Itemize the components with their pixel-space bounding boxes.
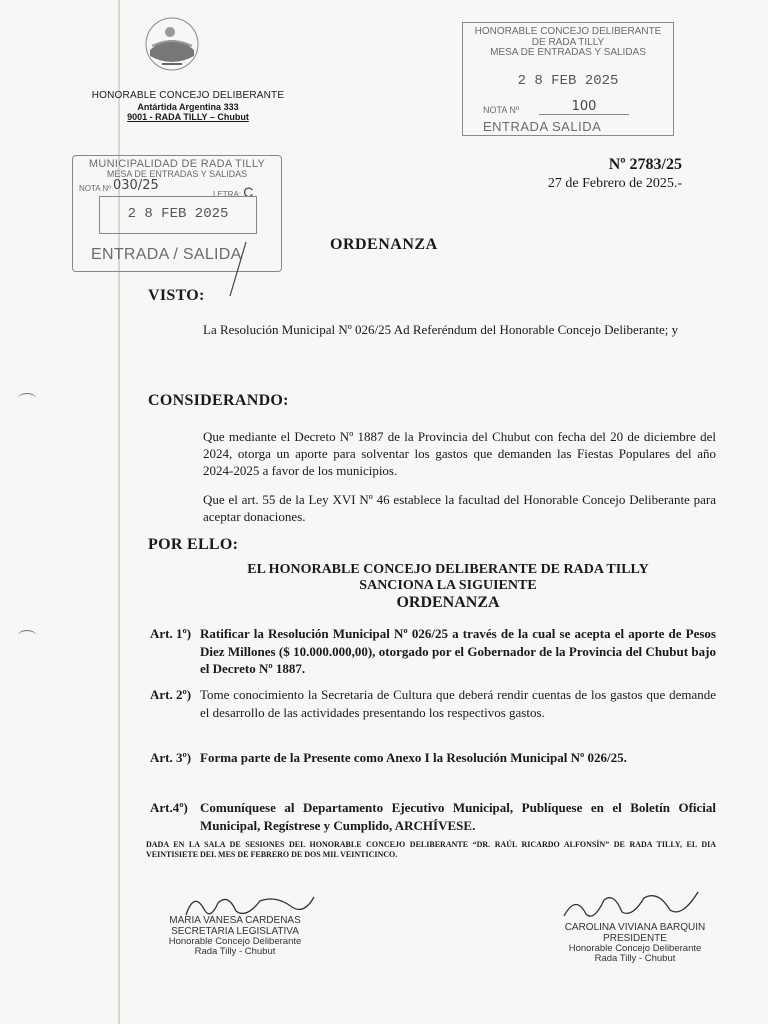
signatory-role: PRESIDENTE [603,932,667,944]
pen-stroke [226,240,250,300]
stamp-date: 2 8 FEB 2025 [127,206,229,222]
article-label: Art.4º) [150,800,188,815]
considerando-paragraph-2: Que el art. 55 de la Ley XVI Nº 46 establece la facultad del Honorable Concejo Deliberante para aceptar donaciones. [203,492,716,524]
document-title: ORDENANZA [330,236,438,253]
ordinance-number: Nº 2783/25 [608,156,682,173]
article-text: Ratificar la Resolución Municipal Nº 026/25 a través de la cual se acepta el aporte de Pesos Diez Millones ($ 10.000.000,00), otorgado por el Gobernador de la Provincia del Chubut bajo el Decreto Nº 1887. [200,626,716,677]
session-note: DADA EN LA SALA DE SESIONES DEL HONORABLE CONCEJO DELIBERANTE “DR. RAÚL RICARDO ALFONSÍN” DE RADA TILLY, EL DIA VEINTISIETE DEL MES DE FEBRERO DE DOS MIL VEINTICINCO. [146,840,716,859]
signatory-org: Honorable Concejo Deliberante [568,943,702,954]
article-text: Comuníquese al Departamento Ejecutivo Municipal, Publíquese en el Boletín Oficial Municipal, Regístrese y Cumplido, ARCHÍVESE. [200,800,716,833]
org-name: HONORABLE CONCEJO DELIBERANTE [91,90,285,101]
stamp-nota-label: NOTA Nº [483,105,520,115]
considerando-paragraph-1: Que mediante el Decreto Nº 1887 de la Provincia del Chubut con fecha del 20 de diciembre del 2024, otorga un aporte para solventar los gastos que demanden las Fiestas Populares del año 2024-2025 a favor de los municipios. [203,429,716,478]
stamp-line: MUNICIPALIDAD DE RADA TILLY [88,158,266,170]
article-text: Forma parte de la Presente como Anexo I la Resolución Municipal Nº 026/25. [200,750,627,765]
punch-hole-mark [18,393,36,404]
signatory-city: Rada Tilly - Chubut [594,952,676,964]
council-logo [140,6,204,82]
visto-text: La Resolución Municipal Nº 026/25 Ad Referéndum del Honorable Concejo Deliberante; y [203,322,679,337]
org-address: Antártida Argentina 333 [137,101,239,112]
stamp-line: DE RADA TILLY [531,36,605,48]
signatory-name: MARIA VANESA CARDENAS [169,915,301,926]
stamp-nota-value: 030/25 [113,178,159,193]
stamp-line: HONORABLE CONCEJO DELIBERANTE [474,26,662,37]
punch-hole-mark [18,630,36,641]
article-text: Tome conocimiento la Secretaria de Cultura que deberá rendir cuentas de los gastos que demande el desarrollo de las actividades presentando los respectivos gastos. [200,687,716,720]
signatory-name: CAROLINA VIVIANA BARQUIN [564,922,706,933]
sanction-line-3: ORDENANZA [396,594,500,611]
hcd-reception-stamp [462,22,674,136]
signature-secretary [140,916,330,957]
municipal-reception-stamp [72,155,282,272]
considerando-heading: CONSIDERANDO: [148,392,289,409]
signatory-city: Rada Tilly - Chubut [194,945,276,957]
stamp-line: MESA DE ENTRADAS Y SALIDAS [490,47,646,58]
stamp-date-box [99,196,257,234]
stamp-date: 2 8 FEB 2025 [517,72,619,89]
article-4 [150,799,716,834]
porello-heading: POR ELLO: [148,536,239,553]
signatory-org: Honorable Concejo Deliberante [168,936,302,947]
stamp-letra-label: LETRA: [213,190,242,199]
article-label: Art. 2º) [150,687,192,702]
stamp-nota-label: NOTA Nº [79,184,112,193]
sanction-line-1: EL HONORABLE CONCEJO DELIBERANTE DE RADA TILLY [247,562,649,577]
visto-heading: VISTO: [148,287,205,304]
stamp-entrada-salida: ENTRADA / SALIDA [91,246,242,263]
stamp-entrada-salida: ENTRADA SALIDA [483,119,602,134]
signature-president [540,923,730,964]
article-3 [150,749,716,767]
page-fold-line [118,0,120,1024]
ordinance-date: 27 de Febrero de 2025.- [547,176,682,191]
stamp-letra-value: C [243,184,254,200]
article-1 [150,625,716,678]
org-header [88,90,288,122]
org-city: 9001 - RADA TILLY – Chubut [127,111,249,122]
stamp-line: MESA DE ENTRADAS Y SALIDAS [106,169,248,179]
article-label: Art. 1º) [150,626,192,641]
article-label: Art. 3º) [150,750,192,765]
stamp-nota-value: 100 [539,99,629,115]
signatory-role: SECRETARIA LEGISLATIVA [171,925,299,937]
article-2 [150,686,716,721]
sanction-line-2: SANCIONA LA SIGUIENTE [359,578,537,593]
signature-scribble-right [560,884,710,924]
